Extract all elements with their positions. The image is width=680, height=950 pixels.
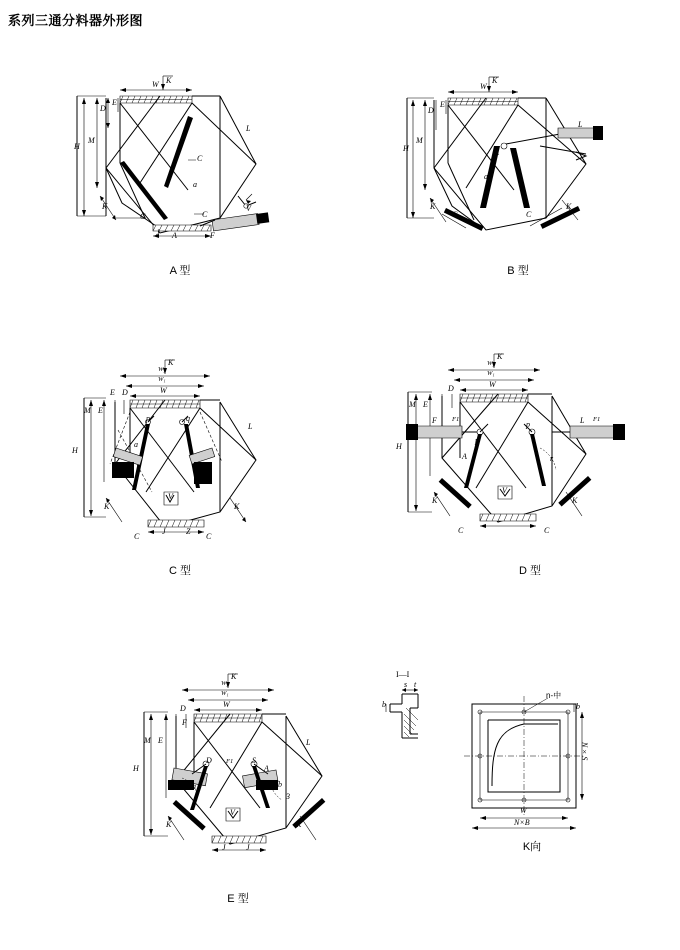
label-W: W [223, 700, 230, 709]
label-M: M [416, 136, 423, 145]
label-K-left: K [430, 202, 436, 211]
label-t: t [414, 680, 417, 689]
label-p-left: p [475, 436, 479, 445]
label-K: K [166, 76, 172, 85]
label-A: A [264, 764, 269, 773]
label-D: D [122, 388, 128, 397]
label-b: b [278, 780, 282, 789]
figure-a-caption: A 型 [169, 265, 191, 277]
label-E: E [440, 100, 445, 109]
label-E: E [423, 400, 428, 409]
label-W2: W₂ [158, 366, 166, 373]
label-K-left: K [104, 502, 110, 511]
detail-section-i-i [382, 670, 444, 812]
label-M: M [409, 400, 416, 409]
label-K-right: K [234, 502, 240, 511]
label-J-right: J [246, 843, 250, 852]
figure-b [390, 68, 630, 253]
label-C-upper: C [197, 154, 203, 163]
label-q: q [186, 414, 190, 423]
label-E: E [112, 98, 117, 107]
label-NxB: N×B [514, 818, 530, 827]
label-K: K [168, 358, 174, 367]
figure-a [60, 68, 290, 253]
label-K-right: K [572, 496, 578, 505]
label-H: H [133, 764, 139, 773]
label-H: H [396, 442, 402, 451]
label-W: W [160, 386, 167, 395]
label-K: K [492, 76, 498, 85]
label-F1-right: F1 [593, 416, 601, 423]
label-C-left: C [134, 532, 140, 541]
label-C-left: C [452, 210, 458, 219]
label-W: W [152, 80, 159, 89]
detail-view-k [462, 690, 602, 850]
label-V: V [246, 204, 251, 213]
label-K-right: K [566, 202, 572, 211]
label-L: L [246, 124, 251, 133]
figure-c-caption: C 型 [169, 565, 191, 577]
label-V: V [230, 808, 235, 817]
figure-d [380, 348, 630, 553]
label-L: L [578, 120, 583, 129]
label-W1: W₁ [221, 690, 229, 697]
label-C-left: C [140, 212, 146, 221]
label-D: D [428, 106, 434, 115]
label-K-left: K [166, 820, 172, 829]
label-D: D [100, 104, 106, 113]
label-V: V [502, 486, 507, 495]
label-D: D [448, 384, 454, 393]
label-K-left: K [432, 496, 438, 505]
label-W1: W₁ [158, 376, 166, 383]
label-D-top: D [180, 704, 186, 713]
label-K: K [231, 672, 237, 681]
label-M: M [88, 136, 95, 145]
figure-c [60, 352, 290, 552]
label-K-lower: K [102, 202, 108, 211]
label-Z: Z [186, 527, 191, 536]
label-p-right: p [526, 420, 530, 429]
label-J: J [156, 228, 160, 237]
label-M: M [84, 406, 91, 415]
label-C-right: C [202, 210, 208, 219]
label-J-left: J [222, 843, 226, 852]
label-E: E [158, 736, 163, 745]
label-E: E [98, 406, 103, 415]
label-p: p [146, 414, 150, 423]
label-H: H [72, 446, 78, 455]
label-b: b [576, 702, 580, 711]
label-C-right: C [526, 210, 532, 219]
detail-section-title: I—I [396, 670, 410, 679]
label-b: b [382, 700, 386, 709]
label-W2: W₂ [487, 360, 495, 367]
label-W1: W₁ [487, 370, 495, 377]
label-C-left: C [458, 526, 464, 535]
label-F: F [182, 718, 187, 727]
label-W: W [480, 82, 487, 91]
label-A: A [172, 231, 177, 240]
label-F: F [432, 416, 437, 425]
label-K-right: K [296, 820, 302, 829]
label-s: s [404, 680, 408, 689]
detail-view-k-caption: K向 [522, 841, 542, 853]
label-W2: W₂ [221, 680, 229, 687]
label-D: D [206, 756, 212, 765]
label-L: L [248, 422, 253, 431]
label-V: V [168, 492, 173, 501]
page-title: 系列三通分料器外形图 [8, 13, 144, 28]
label-F: F [210, 231, 215, 240]
figure-d-caption: D 型 [519, 565, 541, 577]
label-L: L [306, 738, 311, 747]
label-L: L [580, 416, 585, 425]
label-3: 3 [286, 792, 290, 801]
label-E-top: E [110, 388, 115, 397]
label-n-zhong: n-中 [546, 691, 562, 700]
label-a: a [192, 782, 196, 791]
label-F1-left: F1 [452, 416, 460, 423]
label-M: M [144, 736, 151, 745]
label-H: H [403, 144, 409, 153]
label-S: S [252, 756, 256, 765]
label-a: a [484, 172, 488, 181]
label-NxS: N×S [580, 742, 589, 761]
label-J: J [162, 527, 166, 536]
label-A: A [462, 452, 467, 461]
figure-b-caption: B 型 [507, 265, 529, 277]
label-F1: F1 [226, 758, 234, 765]
label-A: A [494, 148, 499, 157]
figure-e-caption: E 型 [227, 893, 249, 905]
label-C-right: C [206, 532, 212, 541]
label-a: a [134, 440, 138, 449]
figure-e [130, 668, 360, 873]
label-K: K [497, 352, 503, 361]
label-H: H [74, 142, 80, 151]
label-r: r [550, 454, 554, 463]
label-C-right: C [544, 526, 550, 535]
label-a: a [193, 180, 197, 189]
label-W: W [520, 806, 527, 815]
label-W: W [489, 380, 496, 389]
